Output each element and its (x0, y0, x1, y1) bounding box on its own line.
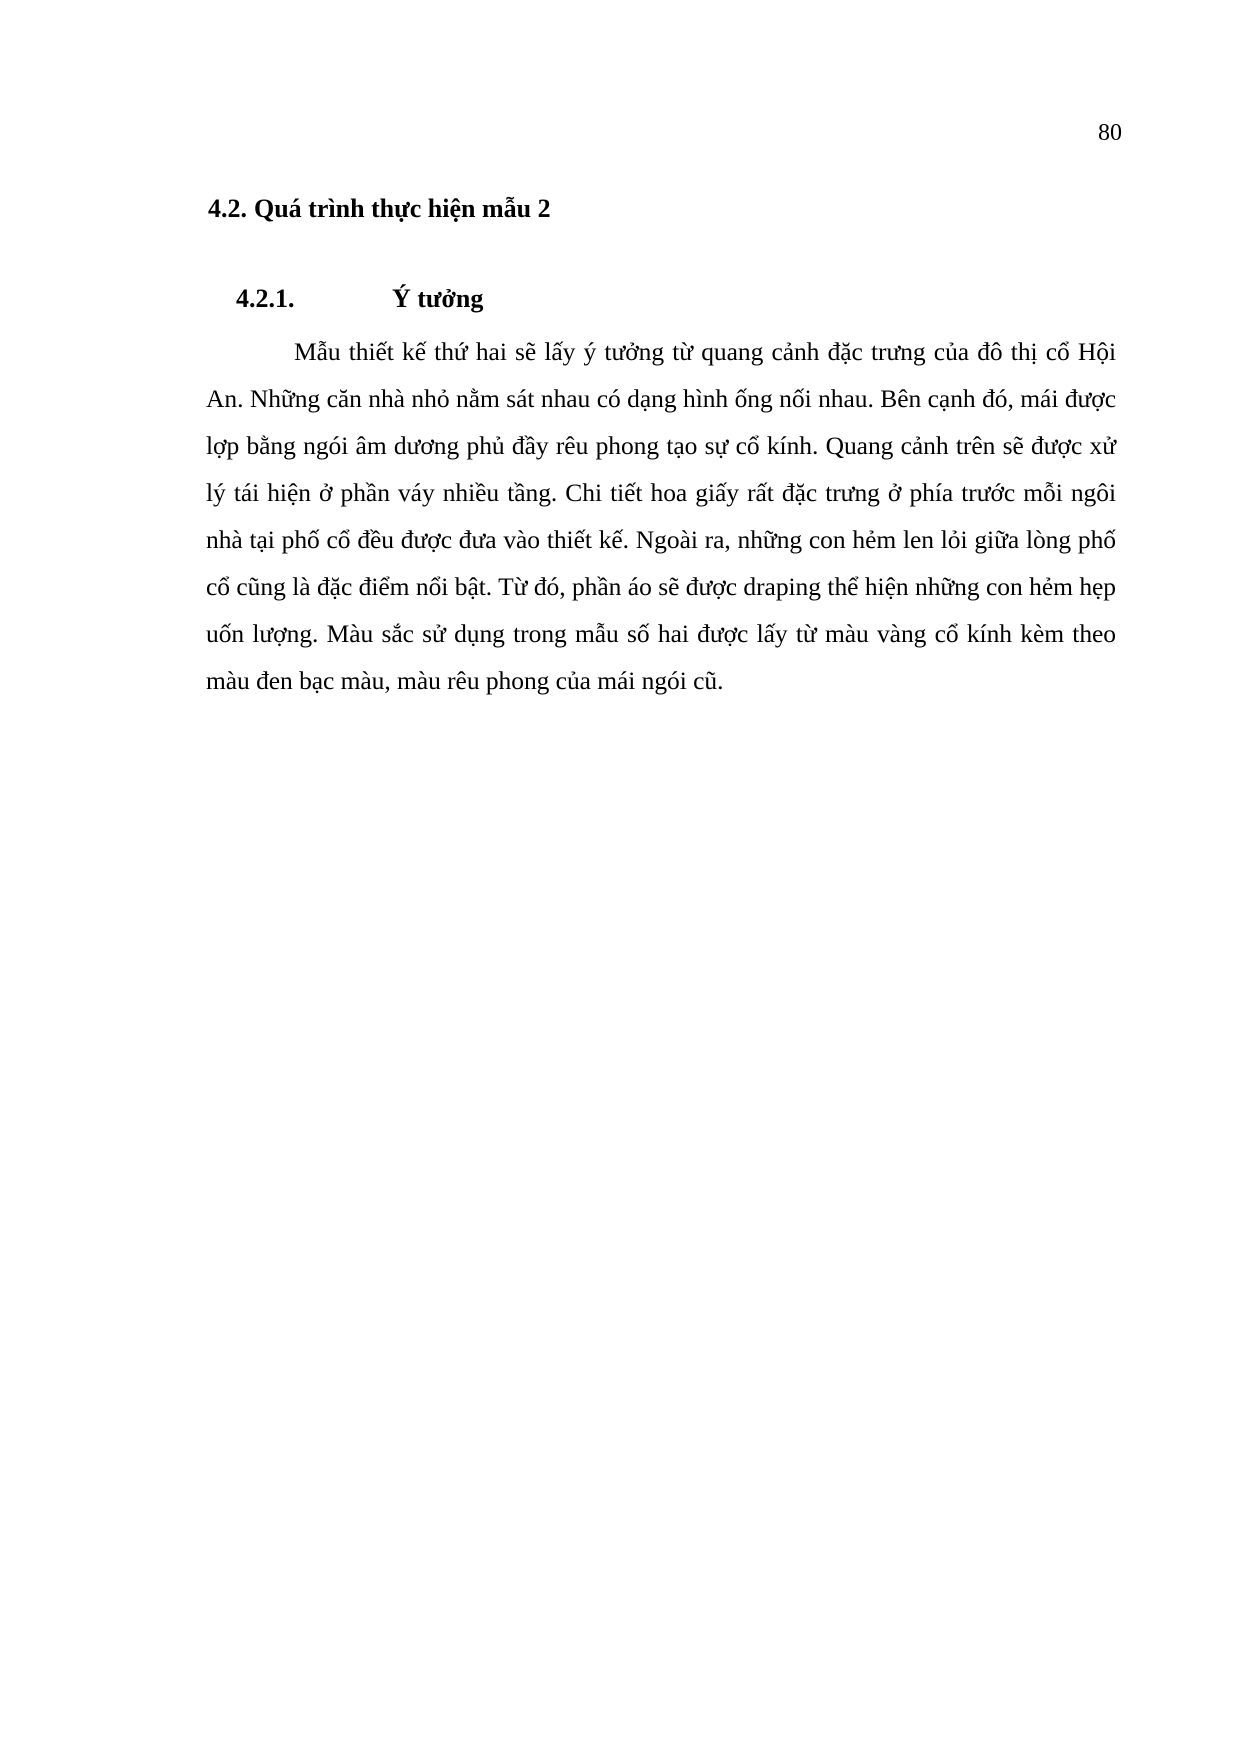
section-title: Quá trình thực hiện mẫu 2 (254, 194, 551, 223)
subsection-title: Ý tưởng (392, 284, 484, 313)
body-paragraph: Mẫu thiết kế thứ hai sẽ lấy ý tưởng từ quang cảnh đặc trưng của đô thị cổ Hội An. Những căn nhà nhỏ nằm sát nhau có dạng hình ống nối nhau. Bên cạnh đó, mái được lợp bằng ngói âm dương phủ đầy rêu phong tạo sự cổ kính. Quang cảnh trên sẽ được xử lý tái hiện ở phần váy nhiều tầng. Chi tiết hoa giấy rất đặc trưng ở phía trước mỗi ngôi nhà tại phố cổ đều được đưa vào thiết kế. Ngoài ra, những con hẻm len lỏi giữa lòng phố cổ cũng là đặc điểm nổi bật. Từ đó, phần áo sẽ được draping thể hiện những con hẻm hẹp uốn lượng. Màu sắc sử dụng trong mẫu số hai được lấy từ màu vàng cổ kính kèm theo màu đen bạc màu, màu rêu phong của mái ngói cũ. (206, 337, 1116, 695)
page-number: 80 (1098, 120, 1122, 146)
section-heading (208, 192, 551, 226)
section-number: 4.2. (208, 194, 247, 223)
subsection-number: 4.2.1. (236, 284, 295, 313)
subsection-heading (236, 282, 483, 316)
